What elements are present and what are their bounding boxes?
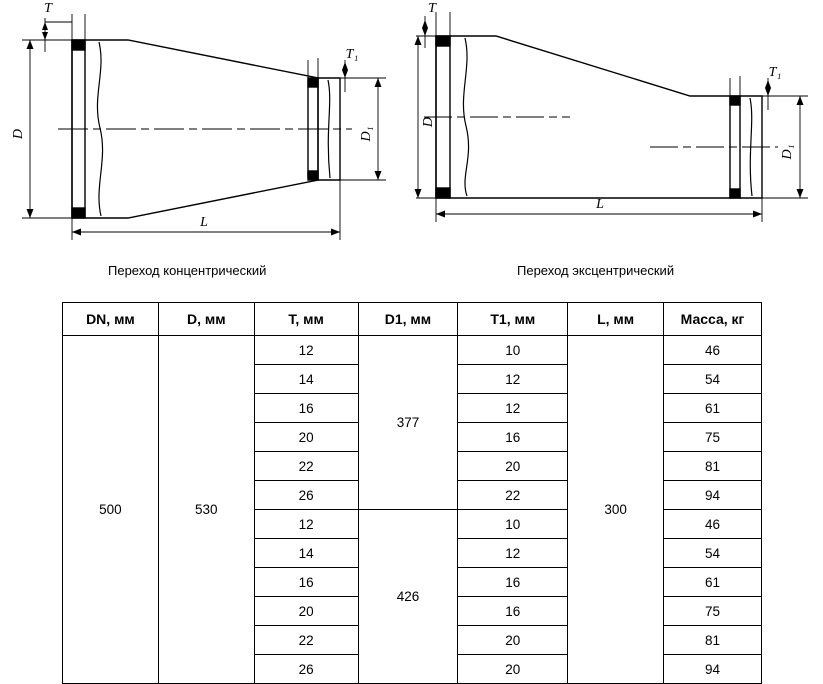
cell-t: 20 <box>254 597 358 626</box>
cell-t: 12 <box>254 510 358 539</box>
cell-t1: 12 <box>458 539 568 568</box>
cell-mass: 94 <box>664 481 762 510</box>
cell-mass: 46 <box>664 510 762 539</box>
cell-t: 22 <box>254 626 358 655</box>
cell-t1: 12 <box>458 365 568 394</box>
cell-mass: 81 <box>664 452 762 481</box>
cell-t1: 16 <box>458 597 568 626</box>
cell-t1: 20 <box>458 655 568 684</box>
cell-mass: 61 <box>664 568 762 597</box>
header-dn: DN, мм <box>63 303 159 336</box>
cell-t: 16 <box>254 568 358 597</box>
label-T1: T₁ <box>345 47 359 62</box>
label-T: T <box>428 1 436 16</box>
table-header-row <box>63 303 762 336</box>
header-d: D, мм <box>158 303 254 336</box>
cell-mass: 54 <box>664 365 762 394</box>
cell-mass: 75 <box>664 597 762 626</box>
cell-d: 530 <box>158 336 254 684</box>
concentric-reducer-drawing <box>0 0 410 260</box>
header-d1: D1, мм <box>358 303 458 336</box>
label-L: L <box>200 215 208 230</box>
cell-t: 26 <box>254 655 358 684</box>
cell-t1: 12 <box>458 394 568 423</box>
header-mass: Масса, кг <box>664 303 762 336</box>
label-T1: T₁ <box>768 65 782 80</box>
cell-t: 22 <box>254 452 358 481</box>
cell-t: 12 <box>254 336 358 365</box>
cell-t1: 16 <box>458 423 568 452</box>
cell-d1: 377 <box>358 336 458 510</box>
caption-concentric: Переход концентрический <box>108 263 267 278</box>
cell-t1: 10 <box>458 510 568 539</box>
cell-mass: 94 <box>664 655 762 684</box>
label-D: D <box>11 128 26 140</box>
cell-t1: 20 <box>458 626 568 655</box>
cell-t: 14 <box>254 539 358 568</box>
eccentric-reducer-drawing <box>410 0 823 260</box>
cell-t: 16 <box>254 394 358 423</box>
label-T: T <box>44 1 52 16</box>
table-row <box>63 336 762 365</box>
cell-t: 20 <box>254 423 358 452</box>
header-l: L, мм <box>568 303 664 336</box>
cell-dn: 500 <box>63 336 159 684</box>
label-D: D <box>421 116 436 128</box>
cell-t1: 16 <box>458 568 568 597</box>
label-D1: D₁ <box>359 126 374 142</box>
cell-t1: 20 <box>458 452 568 481</box>
header-t1: T1, мм <box>458 303 568 336</box>
header-t: T, мм <box>254 303 358 336</box>
cell-mass: 81 <box>664 626 762 655</box>
cell-t1: 22 <box>458 481 568 510</box>
cell-mass: 54 <box>664 539 762 568</box>
cell-t: 26 <box>254 481 358 510</box>
cell-t: 14 <box>254 365 358 394</box>
label-L: L <box>596 197 604 212</box>
cell-l: 300 <box>568 336 664 684</box>
label-D1: D₁ <box>780 144 795 160</box>
cell-mass: 46 <box>664 336 762 365</box>
cell-mass: 61 <box>664 394 762 423</box>
cell-d1: 426 <box>358 510 458 684</box>
cell-mass: 75 <box>664 423 762 452</box>
specification-table <box>62 302 762 684</box>
cell-t1: 10 <box>458 336 568 365</box>
caption-eccentric: Переход эксцентрический <box>517 263 675 278</box>
technical-drawings <box>0 0 823 288</box>
